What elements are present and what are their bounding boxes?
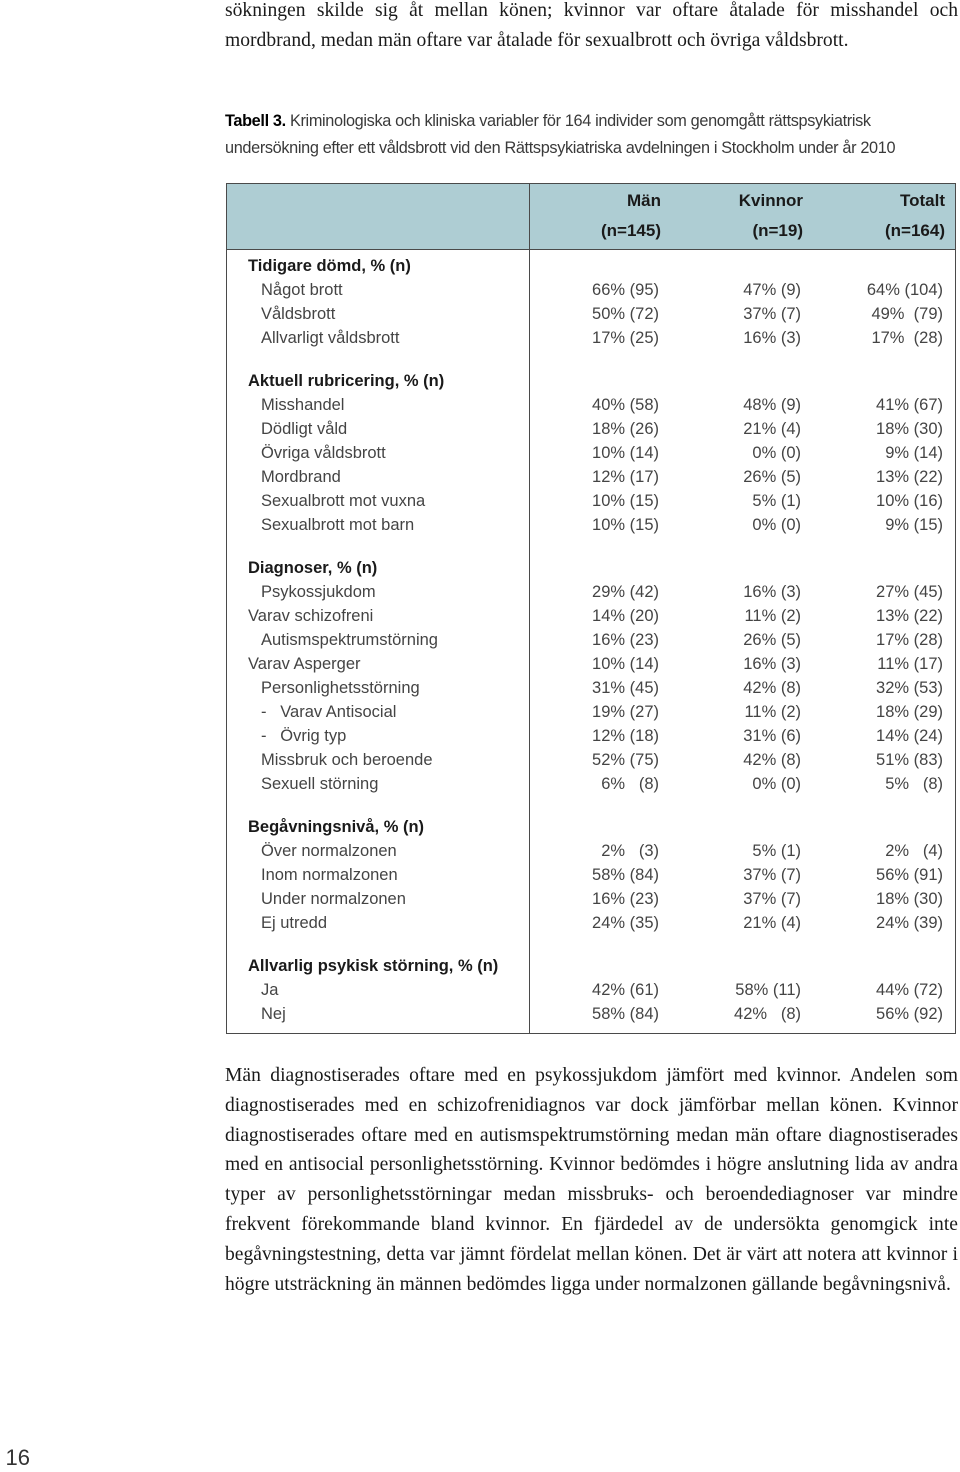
value-totalt: 24% (39) [876, 914, 943, 932]
row-label: Missbruk och beroende [261, 751, 433, 769]
value-kvinnor: 16% (3) [743, 329, 801, 347]
value-man: 10% (14) [592, 444, 659, 462]
col-header-kvinnor-n: (n=19) [752, 221, 803, 240]
table-row [227, 839, 955, 863]
value-man: 10% (14) [592, 655, 659, 673]
table-row [227, 489, 955, 513]
value-man: 14% (20) [592, 607, 659, 625]
value-kvinnor: 0% (0) [752, 775, 801, 793]
value-totalt: 11% (17) [877, 655, 943, 673]
value-kvinnor: 42% (8) [734, 1005, 801, 1023]
value-man: 40% (58) [592, 396, 659, 414]
table-row [227, 302, 955, 326]
row-label: Mordbrand [261, 468, 341, 486]
table-row [227, 393, 955, 417]
value-totalt: 56% (92) [876, 1005, 943, 1023]
value-man: 24% (35) [592, 914, 659, 932]
value-kvinnor: 21% (4) [743, 420, 801, 438]
table-caption [225, 108, 960, 162]
value-totalt: 13% (22) [876, 607, 943, 625]
row-label: - Övrig typ [261, 727, 347, 745]
value-totalt: 51% (83) [876, 751, 943, 769]
value-totalt: 64% (104) [866, 281, 943, 299]
table-row [227, 978, 955, 1002]
value-kvinnor: 42% (8) [743, 751, 801, 769]
section-label: Begåvningsnivå, % (n) [248, 818, 425, 836]
value-kvinnor: 37% (7) [743, 890, 801, 908]
value-kvinnor: 42% (8) [743, 679, 801, 697]
value-totalt: 18% (30) [876, 420, 943, 438]
section-label: Tidigare dömd, % (n) [248, 257, 411, 275]
value-man: 2% (3) [601, 842, 659, 860]
caption-label: Tabell 3. [225, 112, 286, 130]
row-label: Misshandel [261, 396, 345, 414]
col-header-kvinnor: Kvinnor [738, 191, 803, 210]
row-label: Dödligt våld [261, 420, 348, 438]
value-totalt: 9% (15) [885, 516, 943, 534]
table-section-heading [227, 254, 955, 278]
row-label: Allvarligt våldsbrott [261, 329, 400, 347]
table-row [227, 676, 955, 700]
value-man: 12% (18) [592, 727, 659, 745]
value-totalt: 13% (22) [876, 468, 943, 486]
value-man: 17% (25) [592, 329, 659, 347]
table-row [227, 628, 955, 652]
value-kvinnor: 0% (0) [752, 516, 801, 534]
value-totalt: 14% (24) [876, 727, 943, 745]
value-kvinnor: 5% (1) [752, 842, 801, 860]
table-section-heading [227, 815, 955, 839]
value-kvinnor: 37% (7) [743, 305, 801, 323]
value-kvinnor: 26% (5) [743, 468, 801, 486]
value-kvinnor: 16% (3) [743, 655, 801, 673]
caption-text: Kriminologiska och kliniska variabler för 164 individer som genomgått rättspsykiatrisk undersökning efter ett våldsbrott vid den Rättspsykiatriska avdelningen i Stockholm under år 2010 [225, 112, 896, 157]
value-totalt: 41% (67) [876, 396, 943, 414]
section-label: Allvarlig psykisk störning, % (n) [248, 957, 499, 975]
table-row [227, 441, 955, 465]
value-man: 58% (84) [592, 1005, 659, 1023]
table-section-heading [227, 556, 955, 580]
value-kvinnor: 37% (7) [743, 866, 801, 884]
value-man: 19% (27) [592, 703, 659, 721]
value-kvinnor: 5% (1) [752, 492, 801, 510]
table-row [227, 465, 955, 489]
page-number: 16 [5, 1445, 30, 1470]
row-label: Över normalzonen [261, 842, 397, 860]
row-label: Ej utredd [261, 914, 328, 932]
value-man: 52% (75) [592, 751, 659, 769]
table-row [227, 580, 955, 604]
value-totalt: 17% (28) [871, 329, 943, 347]
table-row [227, 700, 955, 724]
table-row [227, 1002, 955, 1026]
table-row [227, 887, 955, 911]
table-row [227, 652, 955, 676]
row-label: Sexuell störning [261, 775, 379, 793]
row-label: Inom normalzonen [261, 866, 398, 884]
value-totalt: 32% (53) [876, 679, 943, 697]
value-totalt: 18% (30) [876, 890, 943, 908]
row-label: Våldsbrott [261, 305, 336, 323]
row-label: Övriga våldsbrott [261, 444, 386, 462]
value-man: 16% (23) [592, 631, 659, 649]
value-totalt: 56% (91) [876, 866, 943, 884]
value-man: 29% (42) [592, 583, 659, 601]
value-kvinnor: 21% (4) [743, 914, 801, 932]
value-kvinnor: 47% (9) [743, 281, 801, 299]
value-totalt: 10% (16) [876, 492, 943, 510]
row-label: Varav Asperger [248, 655, 361, 673]
row-label: Varav schizofreni [248, 607, 374, 625]
value-kvinnor: 31% (6) [743, 727, 801, 745]
table-row [227, 911, 955, 935]
row-label: - Varav Antisocial [261, 703, 397, 721]
value-kvinnor: 26% (5) [743, 631, 801, 649]
value-man: 66% (95) [592, 281, 659, 299]
value-totalt: 49% (79) [871, 305, 943, 323]
col-header-totalt-n: (n=164) [885, 221, 945, 240]
value-man: 12% (17) [592, 468, 659, 486]
section-label: Aktuell rubricering, % (n) [248, 372, 445, 390]
value-man: 42% (61) [592, 981, 659, 999]
value-totalt: 5% (8) [885, 775, 943, 793]
value-kvinnor: 11% (2) [744, 607, 801, 625]
value-kvinnor: 0% (0) [752, 444, 801, 462]
table-section-heading [227, 954, 955, 978]
table-row [227, 772, 955, 796]
table-row [227, 863, 955, 887]
table-row [227, 513, 955, 537]
table-row [227, 748, 955, 772]
value-man: 58% (84) [592, 866, 659, 884]
row-label: Under normalzonen [261, 890, 406, 908]
table-row [227, 604, 955, 628]
row-label: Sexualbrott mot vuxna [261, 492, 426, 510]
table-row [227, 278, 955, 302]
value-man: 16% (23) [592, 890, 659, 908]
table-section-heading [227, 369, 955, 393]
body-paragraph: Män diagnostiserades oftare med en psykossjukdom jämfört med kvinnor. Andelen som diagnostiserades med en schizofrenidiagnos var dock jämförbar mellan könen. Kvinnor diagnostiserades oftare med en autismspektrumstörning medan män oftare diagnostiserades med en antisocial personlighetsstörning. Kvinnor bedömdes i högre anslutning lida av andra typer av personlighetsstörningar medan missbruks- och beroendediagnoser var mindre frekvent förekommande bland kvinnor. En fjärdedel av de undersökta genomgick inte begåvningstestning, detta var jämnt fördelat mellan könen. Det är värt att notera att kvinnor i högre utsträckning än männen bedömdes ligga under normalzonen gällande begåvningsnivå. [225, 1065, 958, 1295]
col-header-totalt: Totalt [899, 191, 945, 210]
table-row [227, 326, 955, 350]
row-label: Autismspektrumstörning [261, 631, 438, 649]
value-man: 10% (15) [592, 516, 659, 534]
row-label: Nej [261, 1005, 286, 1023]
value-kvinnor: 11% (2) [744, 703, 801, 721]
value-totalt: 18% (29) [876, 703, 943, 721]
row-label: Sexualbrott mot barn [261, 516, 415, 534]
value-kvinnor: 58% (11) [735, 981, 801, 999]
value-totalt: 27% (45) [876, 583, 943, 601]
table-row [227, 417, 955, 441]
data-table [226, 183, 956, 1034]
value-man: 18% (26) [592, 420, 659, 438]
table-row [227, 724, 955, 748]
value-totalt: 17% (28) [876, 631, 943, 649]
value-man: 6% (8) [601, 775, 659, 793]
row-label: Psykossjukdom [261, 583, 376, 601]
col-header-man: Män [627, 191, 661, 210]
value-totalt: 9% (14) [885, 444, 943, 462]
value-kvinnor: 48% (9) [743, 396, 801, 414]
value-man: 50% (72) [592, 305, 659, 323]
intro-paragraph: sökningen skilde sig åt mellan könen; kvinnor var oftare åtalade för misshandel och mordbrand, medan män oftare var åtalade för sexualbrott och övriga våldsbrott. [225, 0, 958, 51]
value-totalt: 2% (4) [885, 842, 943, 860]
row-label: Något brott [261, 281, 343, 299]
row-label: Ja [261, 981, 279, 999]
value-man: 10% (15) [592, 492, 659, 510]
value-totalt: 44% (72) [876, 981, 943, 999]
col-header-man-n: (n=145) [601, 221, 661, 240]
value-kvinnor: 16% (3) [743, 583, 801, 601]
section-label: Diagnoser, % (n) [248, 559, 378, 577]
value-man: 31% (45) [592, 679, 659, 697]
row-label: Personlighetsstörning [261, 679, 420, 697]
table-header [227, 184, 955, 250]
